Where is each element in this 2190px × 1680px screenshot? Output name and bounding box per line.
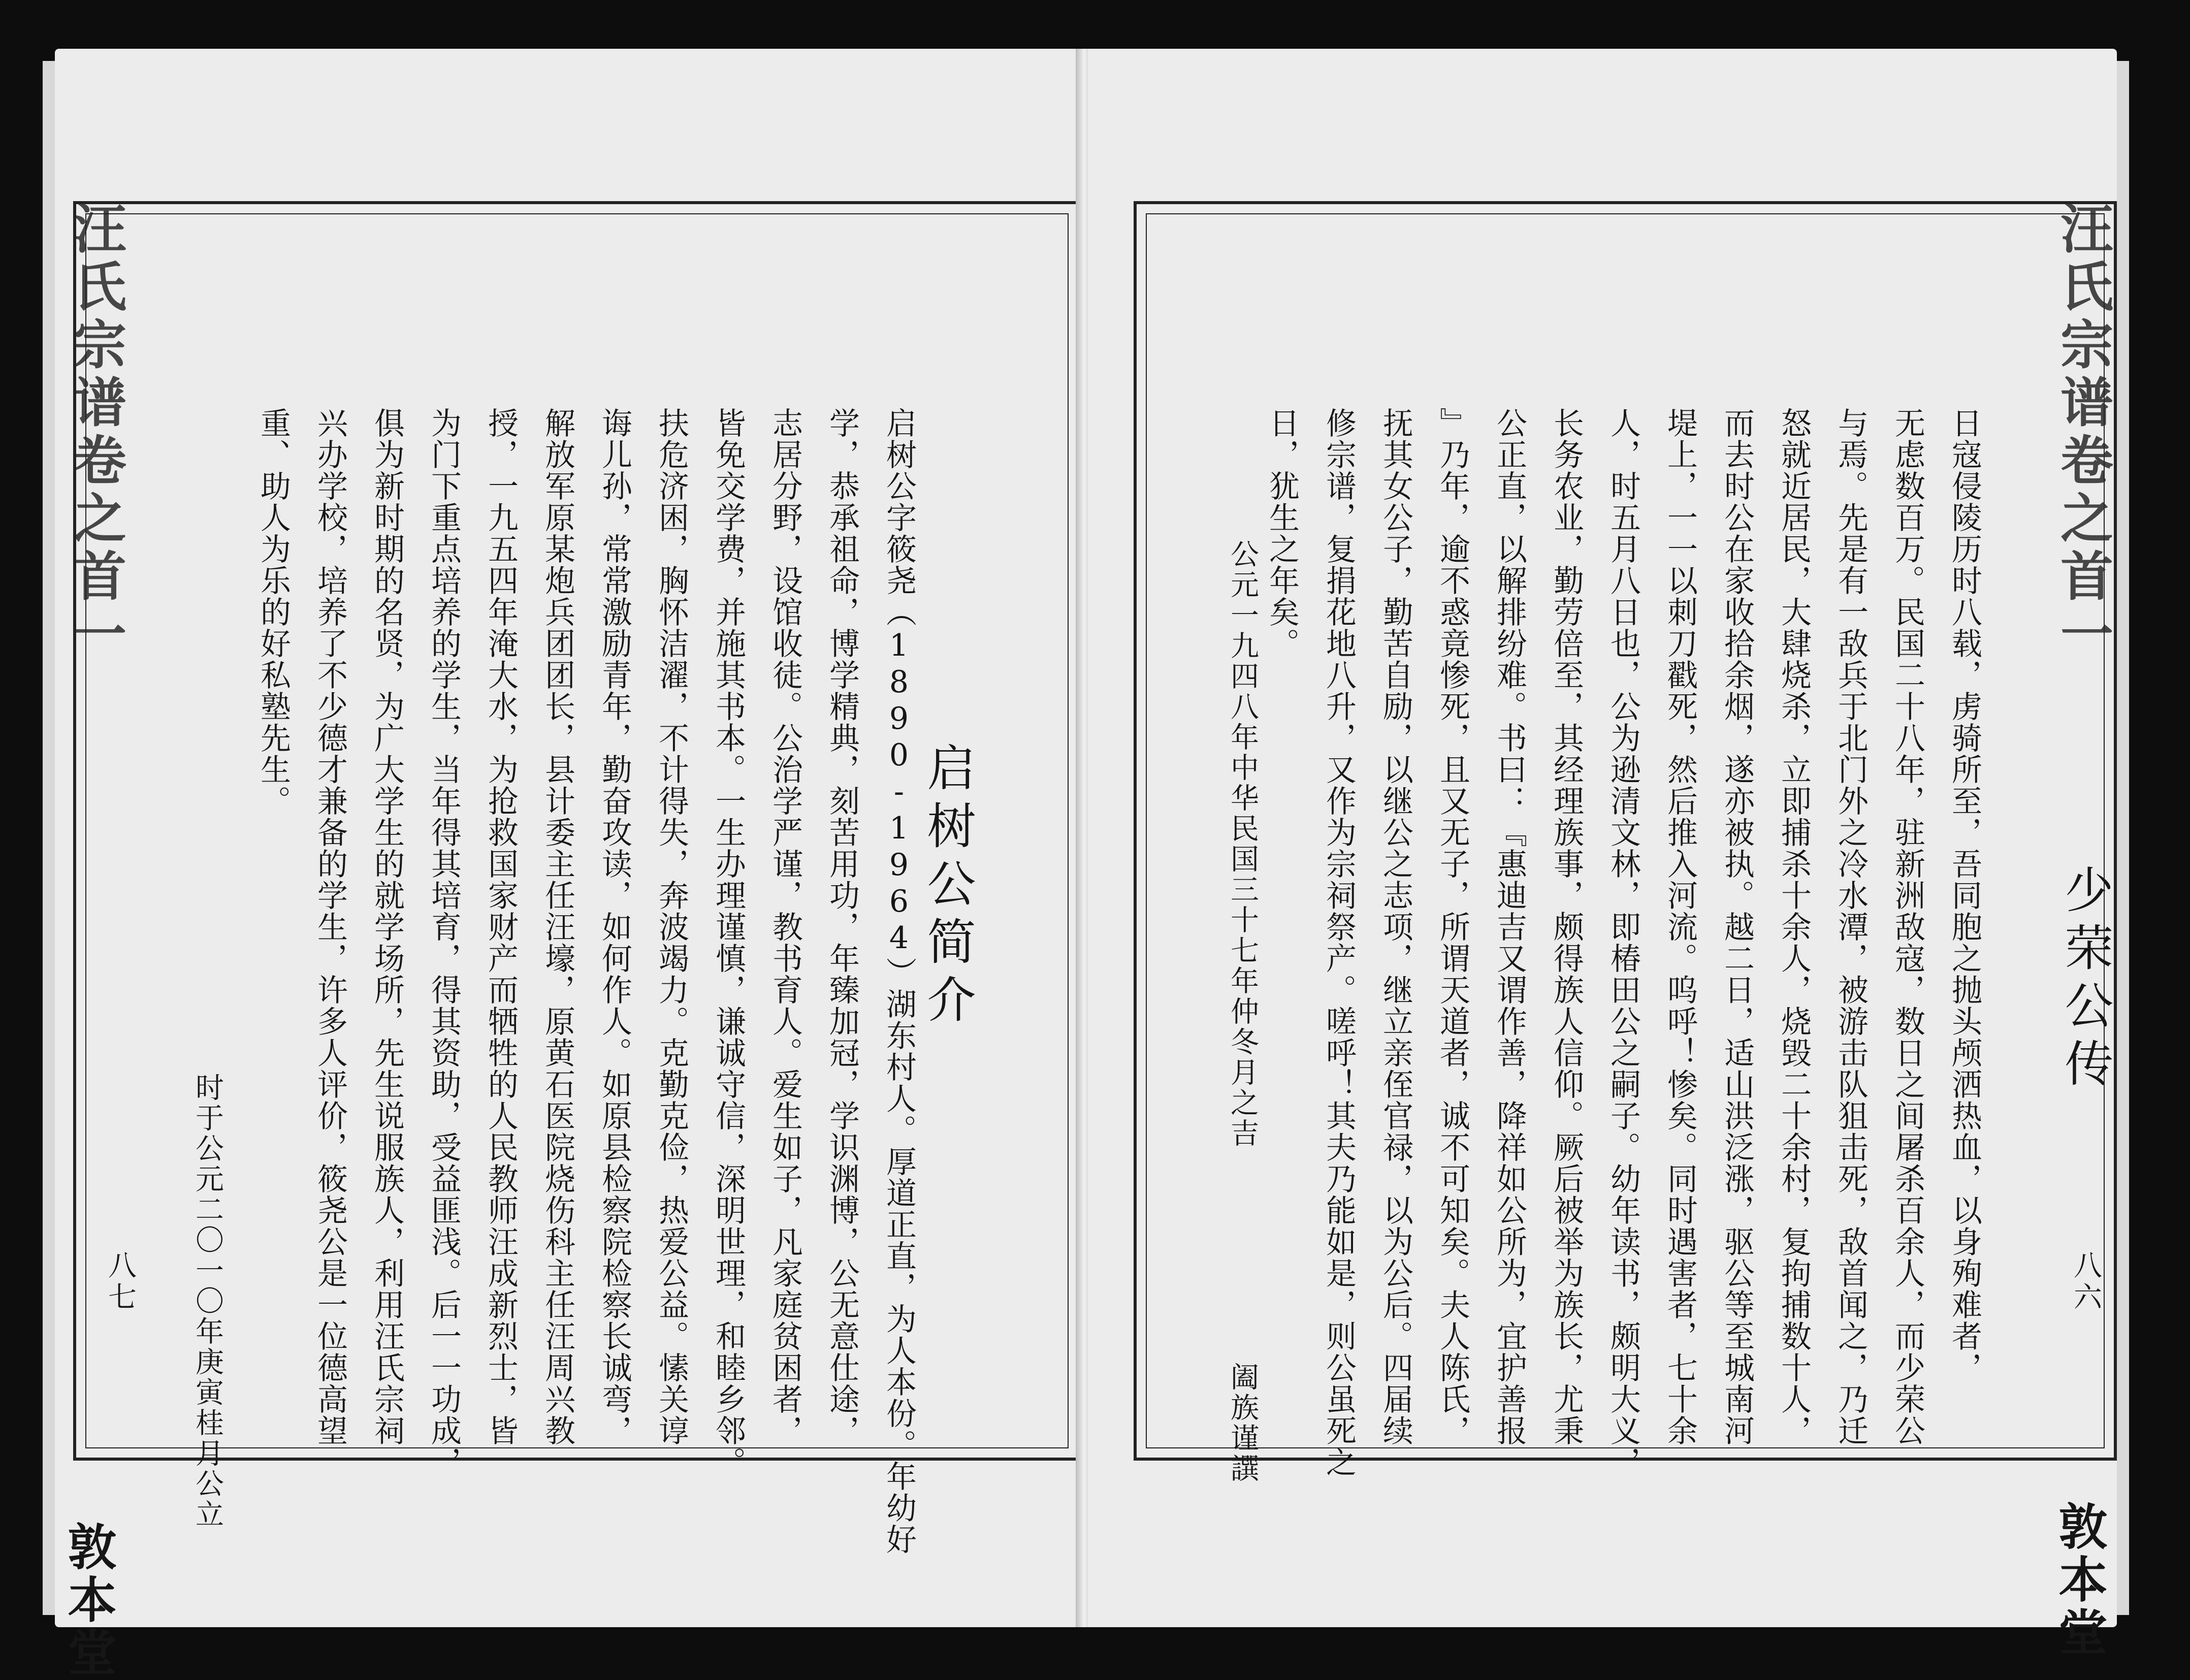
text-column: 公正直，以解排纷难。书曰：『惠迪吉又谓作善，降祥如公所为，宜护善报 [1492,407,1527,1446]
article-date-left: 时于公元二〇一〇年庚寅桂月公立 [191,1073,224,1530]
right-page-frame [1134,201,2117,1484]
hall-name-left: 敦本堂 [60,1522,117,1680]
text-column: 重、助人为乐的好私塾先生。 [255,407,291,817]
article-title-right: 少荣公传 [2057,864,2114,1096]
text-column: 而去时公在家收拾余烟，遂亦被执。越二日，适山洪泛涨，驱公等至城南河 [1719,407,1755,1446]
text-column: 诲儿孙，常常激励青年，勤奋攻读，如何作人。如原县检察院检察长诚弯， [597,407,632,1446]
left-page [55,49,1081,1680]
left-page-frame [73,201,1081,1555]
text-column: 为门下重点培养的学生，当年得其培育，得其资助，受益匪浅。后一一功成， [426,407,462,1478]
text-column: 兴办学校，培养了不少德才兼备的学生，许多人评价，筱尧公是一位德高望 [312,407,348,1446]
text-column: 志居分野，设馆收徒。公治学严谨，教书育人。爱生如子，凡家庭贫困者， [767,407,803,1446]
article-date-right: 公元一九四八年中华民国三十七年仲冬月之吉 [1226,539,1259,1149]
text-column: 扶危济困，胸怀洁濯，不计得失，奔波竭力。克勤克俭，热爱公益。愫关谆 [654,407,689,1446]
text-column: 堤上，一一以刺刀戳死，然后推入河流。呜呼！惨矣。同时遇害者，七十余 [1662,407,1698,1446]
text-column: 日寇侵陵历时八载，虏骑所至，吾同胞之抛头颅洒热血，以身殉难者， [1947,407,1982,1383]
text-column: 解放军原某炮兵团团长，县计委主任汪壕，原黄石医院烧伤科主任汪周兴教 [540,407,575,1446]
running-head-right: 汪氏宗谱卷之首一 [2051,201,2114,664]
text-column: 日，犹生之年矣。 [1264,407,1300,659]
text-column: 俱为新时期的名贤，为广大学生的就学场所，先生说服族人，利用汪氏宗祠 [369,407,405,1446]
text-column: 皆免交学费，并施其书本。一生办理谨慎，谦诚守信，深明世理，和睦乡邻。 [711,407,746,1478]
text-column: 无虑数百万。民国二十八年，驻新洲敌寇，数日之间屠杀百余人，而少荣公 [1890,407,1925,1446]
right-page [1088,49,2117,1660]
page-number-left: 八七 [104,1250,137,1313]
text-column: 学，恭承祖命，博学精典，刻苦用功，年臻加冠，学识渊博，公无意仕途， [824,407,860,1446]
text-column: 与焉。先是有一敌兵于北门外之冷水潭，被游击队狙击死，敌首闻之，乃迁 [1833,407,1869,1446]
running-head-left: 汪氏宗谱卷之首一 [65,201,127,664]
text-column: 修宗谱，复捐花地八升，又作为宗祠祭产。嗟呼！其夫乃能如是，则公虽死之 [1321,407,1357,1478]
article-title-left: 启树公简介 [919,742,976,1032]
text-column: 抚其女公子，勤苦自励，以继公之志项，继立亲侄官禄，以为公后。四届续 [1378,407,1413,1446]
page-edge-right [2116,61,2129,1615]
page-edge-left [43,61,56,1615]
page-number-right: 八六 [2069,1250,2102,1313]
text-column: 怒就近居民，大肆烧杀，立即捕杀十余人，烧毁二十余村，复拘捕数十人， [1776,407,1812,1446]
hall-name-right: 敦本堂 [2051,1501,2108,1660]
text-column: 长务农业，勤劳倍至，其经理族事，颇得族人信仰。厥后被举为族长，尤秉 [1549,407,1584,1446]
text-column: 人，时五月八日也，公为逊清文林，即椿田公之嗣子。幼年读书，颇明大义， [1605,407,1641,1478]
text-column: 启树公字筱尧（1890-1964）湖东村人。厚道正直，为人本份。年幼好 [881,407,917,1555]
text-column: 授，一九五四年淹大水，为抢救国家财产而牺牲的人民教师汪成新烈士，皆 [483,407,519,1446]
article-signature-right: 阖族谨譔 [1226,1362,1259,1484]
text-column: 』乃年，逾不惑竟惨死，且又无子，所谓天道者，诚不可知矣。夫人陈氏， [1435,407,1470,1446]
